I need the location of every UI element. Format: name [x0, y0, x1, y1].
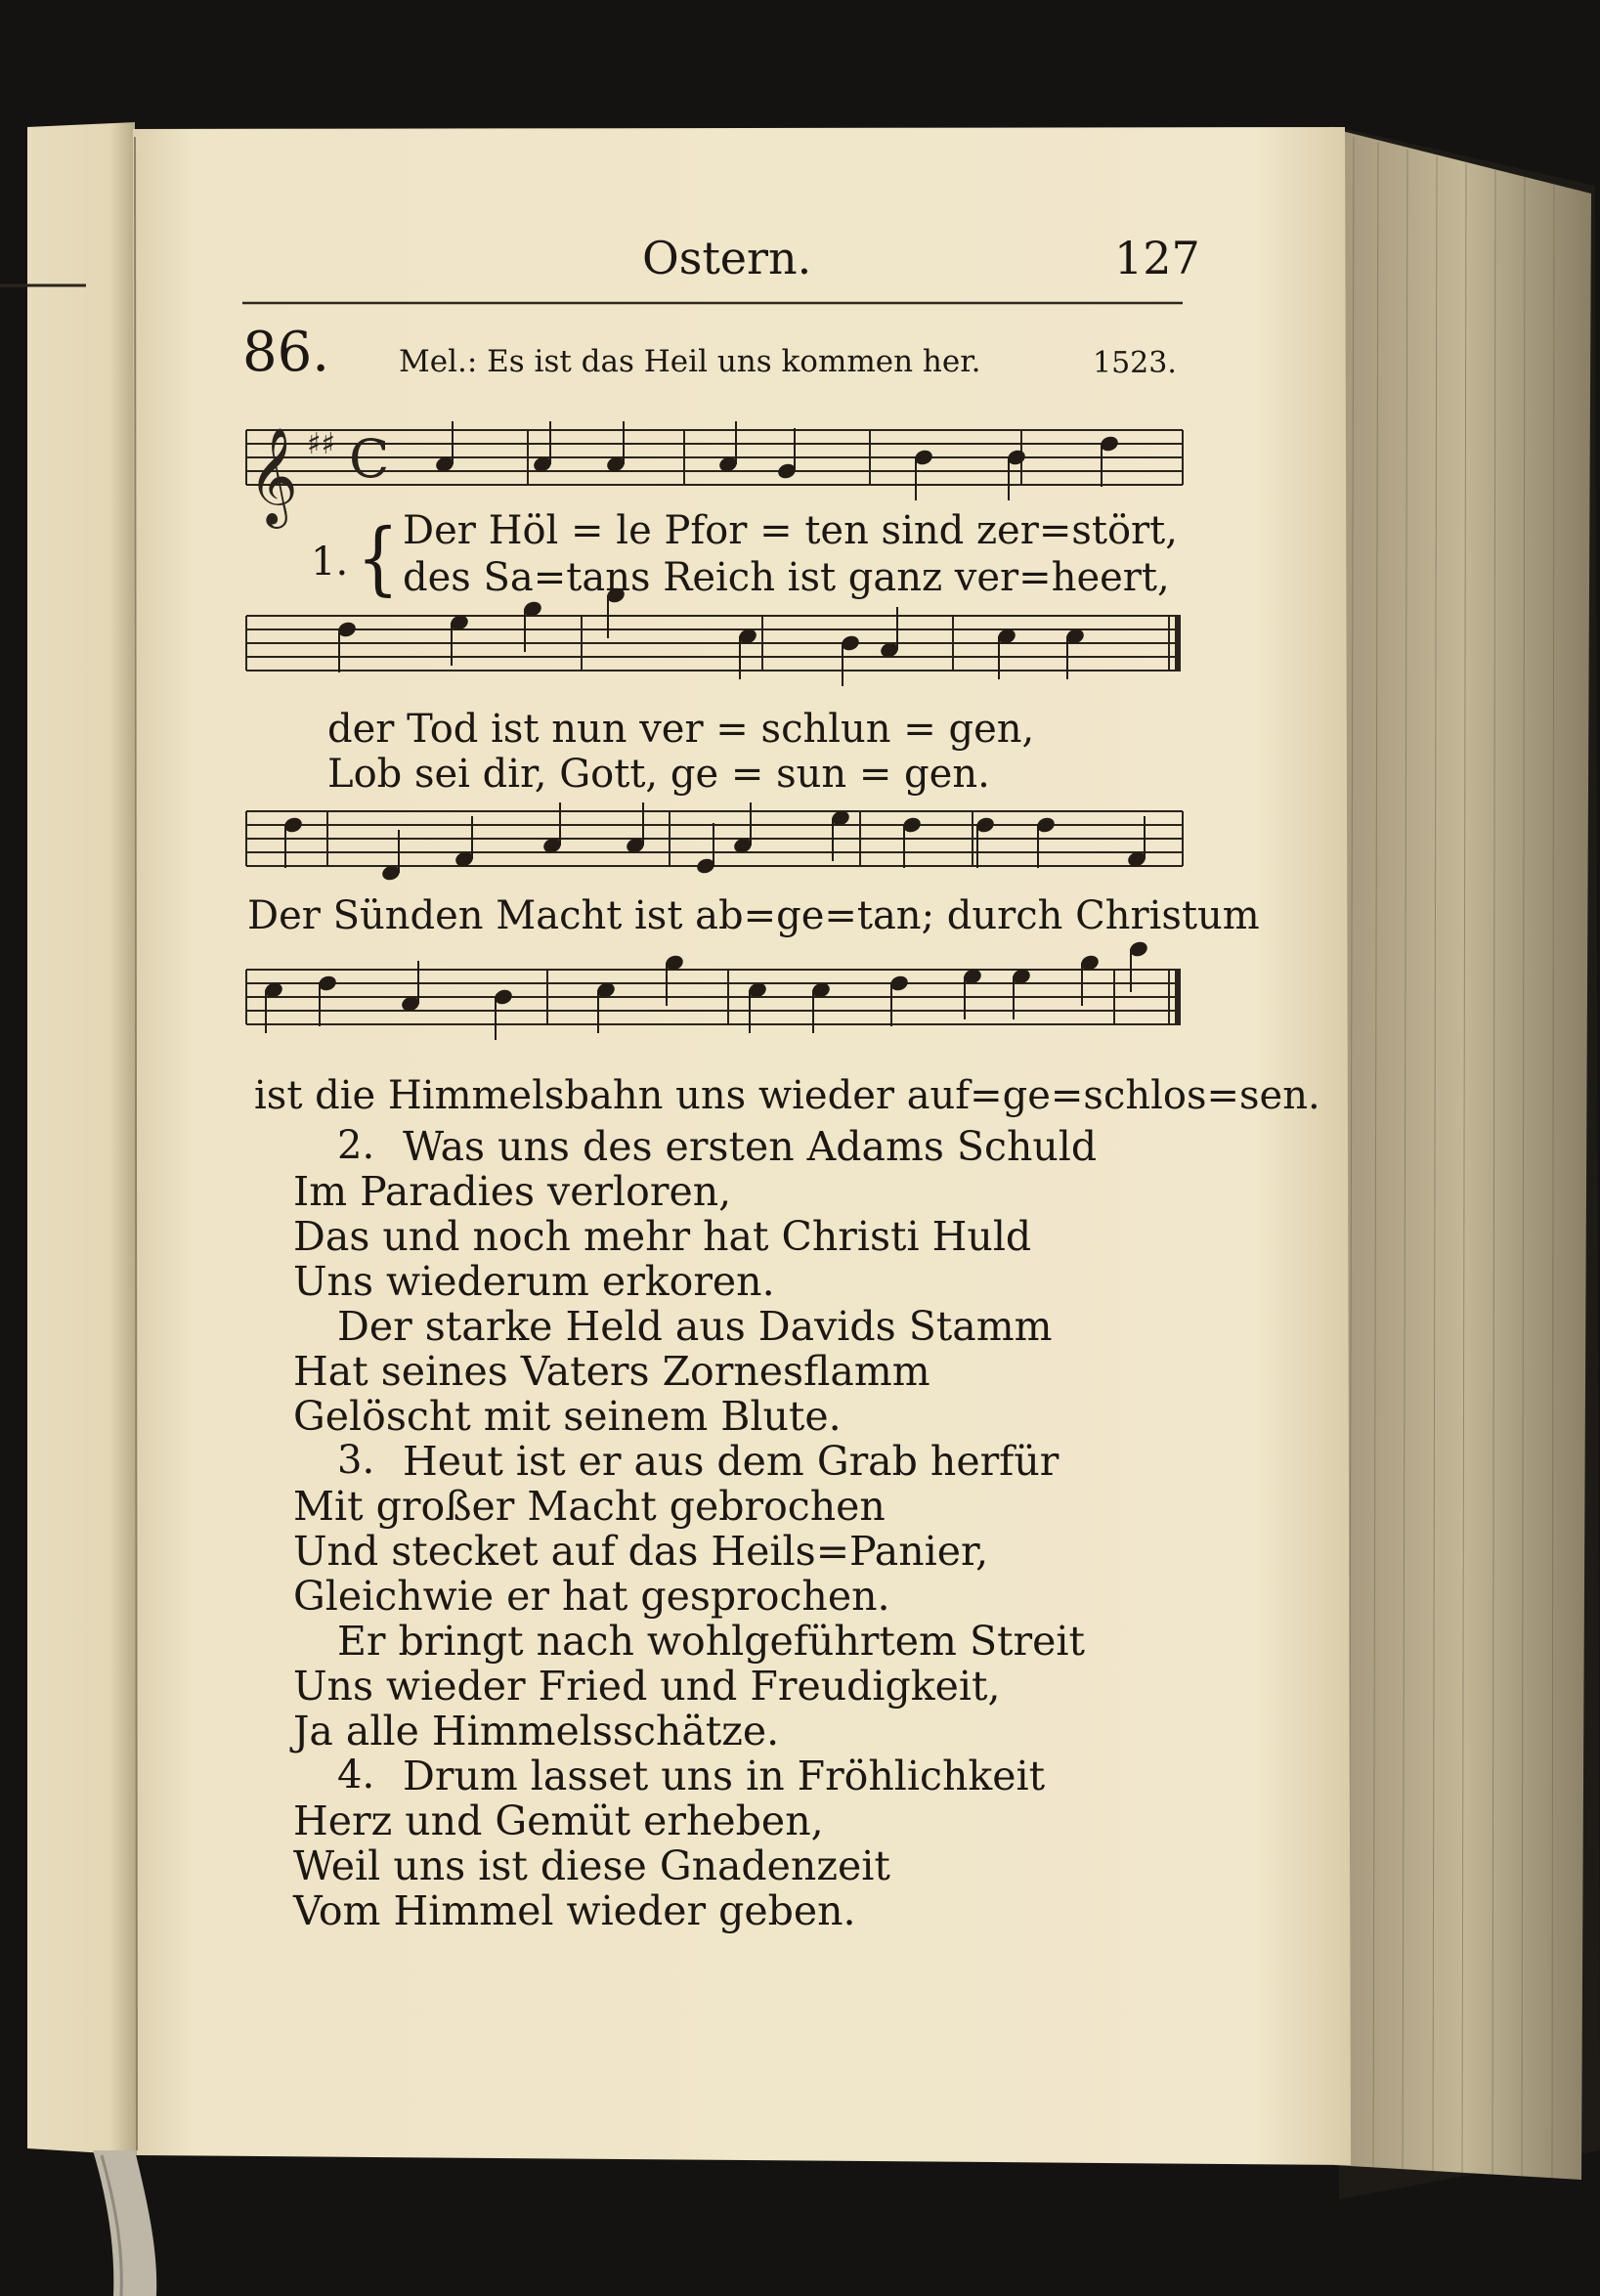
verse-line: Uns wieder Fried und Freudigkeit,	[293, 1663, 1001, 1710]
verse-line: Hat seines Vaters Zornesflamm	[293, 1348, 930, 1395]
verse-number: 4.	[337, 1753, 375, 1798]
verse-line: Das und noch mehr hat Christi Huld	[293, 1213, 1032, 1260]
lyric-line: Der Höl = le Pfor = ten sind zer=stört,	[403, 508, 1178, 553]
lyric-line: ist die Himmelsbahn uns wieder auf=ge=schlos=sen.	[254, 1073, 1320, 1118]
verse-line: Drum lasset uns in Fröhlichkeit	[403, 1753, 1046, 1799]
lyric-line: der Tod ist nun ver = schlun = gen,	[327, 707, 1035, 752]
page-number: 127	[1114, 232, 1200, 284]
page-title: Ostern.	[642, 232, 812, 284]
verse-line: Herz und Gemüt erheben,	[293, 1798, 824, 1844]
verse-line: Und stecket auf das Heils=Panier,	[293, 1528, 989, 1575]
verse-line: Uns wiederum erkoren.	[293, 1258, 775, 1305]
final-bar	[1175, 616, 1181, 671]
lyric-line: Der Sünden Macht ist ab=ge=tan; durch Christum	[247, 893, 1260, 938]
time-signature: C	[349, 428, 390, 490]
hymn-number: 86.	[242, 321, 330, 384]
key-signature: ♯♯	[307, 427, 336, 461]
verse-line: Gelöscht mit seinem Blute.	[293, 1393, 842, 1440]
final-bar	[1175, 970, 1181, 1024]
verse-line: Im Paradies verloren,	[293, 1168, 732, 1215]
hymn-year: 1523.	[1093, 346, 1177, 380]
verse-line: Der starke Held aus Davids Stamm	[337, 1303, 1053, 1350]
verse-number: 2.	[337, 1123, 375, 1168]
treble-clef: 𝄞	[248, 427, 298, 525]
verse-number: 3.	[337, 1438, 375, 1483]
verse-line: Was uns des ersten Adams Schuld	[403, 1123, 1098, 1170]
verse-line: Vom Himmel wieder geben.	[293, 1887, 856, 1934]
melody-reference: Mel.: Es ist das Heil uns kommen her.	[399, 344, 981, 379]
verse-number: 1.	[311, 540, 349, 585]
verse-brace: {	[357, 512, 400, 605]
verse-line: Gleichwie er hat gesprochen.	[293, 1573, 890, 1620]
left-page	[27, 122, 137, 2155]
verse-line: Er bringt nach wohlgeführtem Streit	[337, 1618, 1085, 1665]
lyric-line: Lob sei dir, Gott, ge = sun = gen.	[327, 752, 990, 797]
verse-line: Weil uns ist diese Gnadenzeit	[293, 1842, 890, 1889]
verse-line: Heut ist er aus dem Grab herfür	[403, 1438, 1059, 1485]
lyric-line: des Sa=tans Reich ist ganz ver=heert,	[403, 555, 1170, 600]
verse-line: Ja alle Himmelsschätze.	[293, 1708, 780, 1754]
verse-line: Mit großer Macht gebrochen	[293, 1483, 886, 1530]
